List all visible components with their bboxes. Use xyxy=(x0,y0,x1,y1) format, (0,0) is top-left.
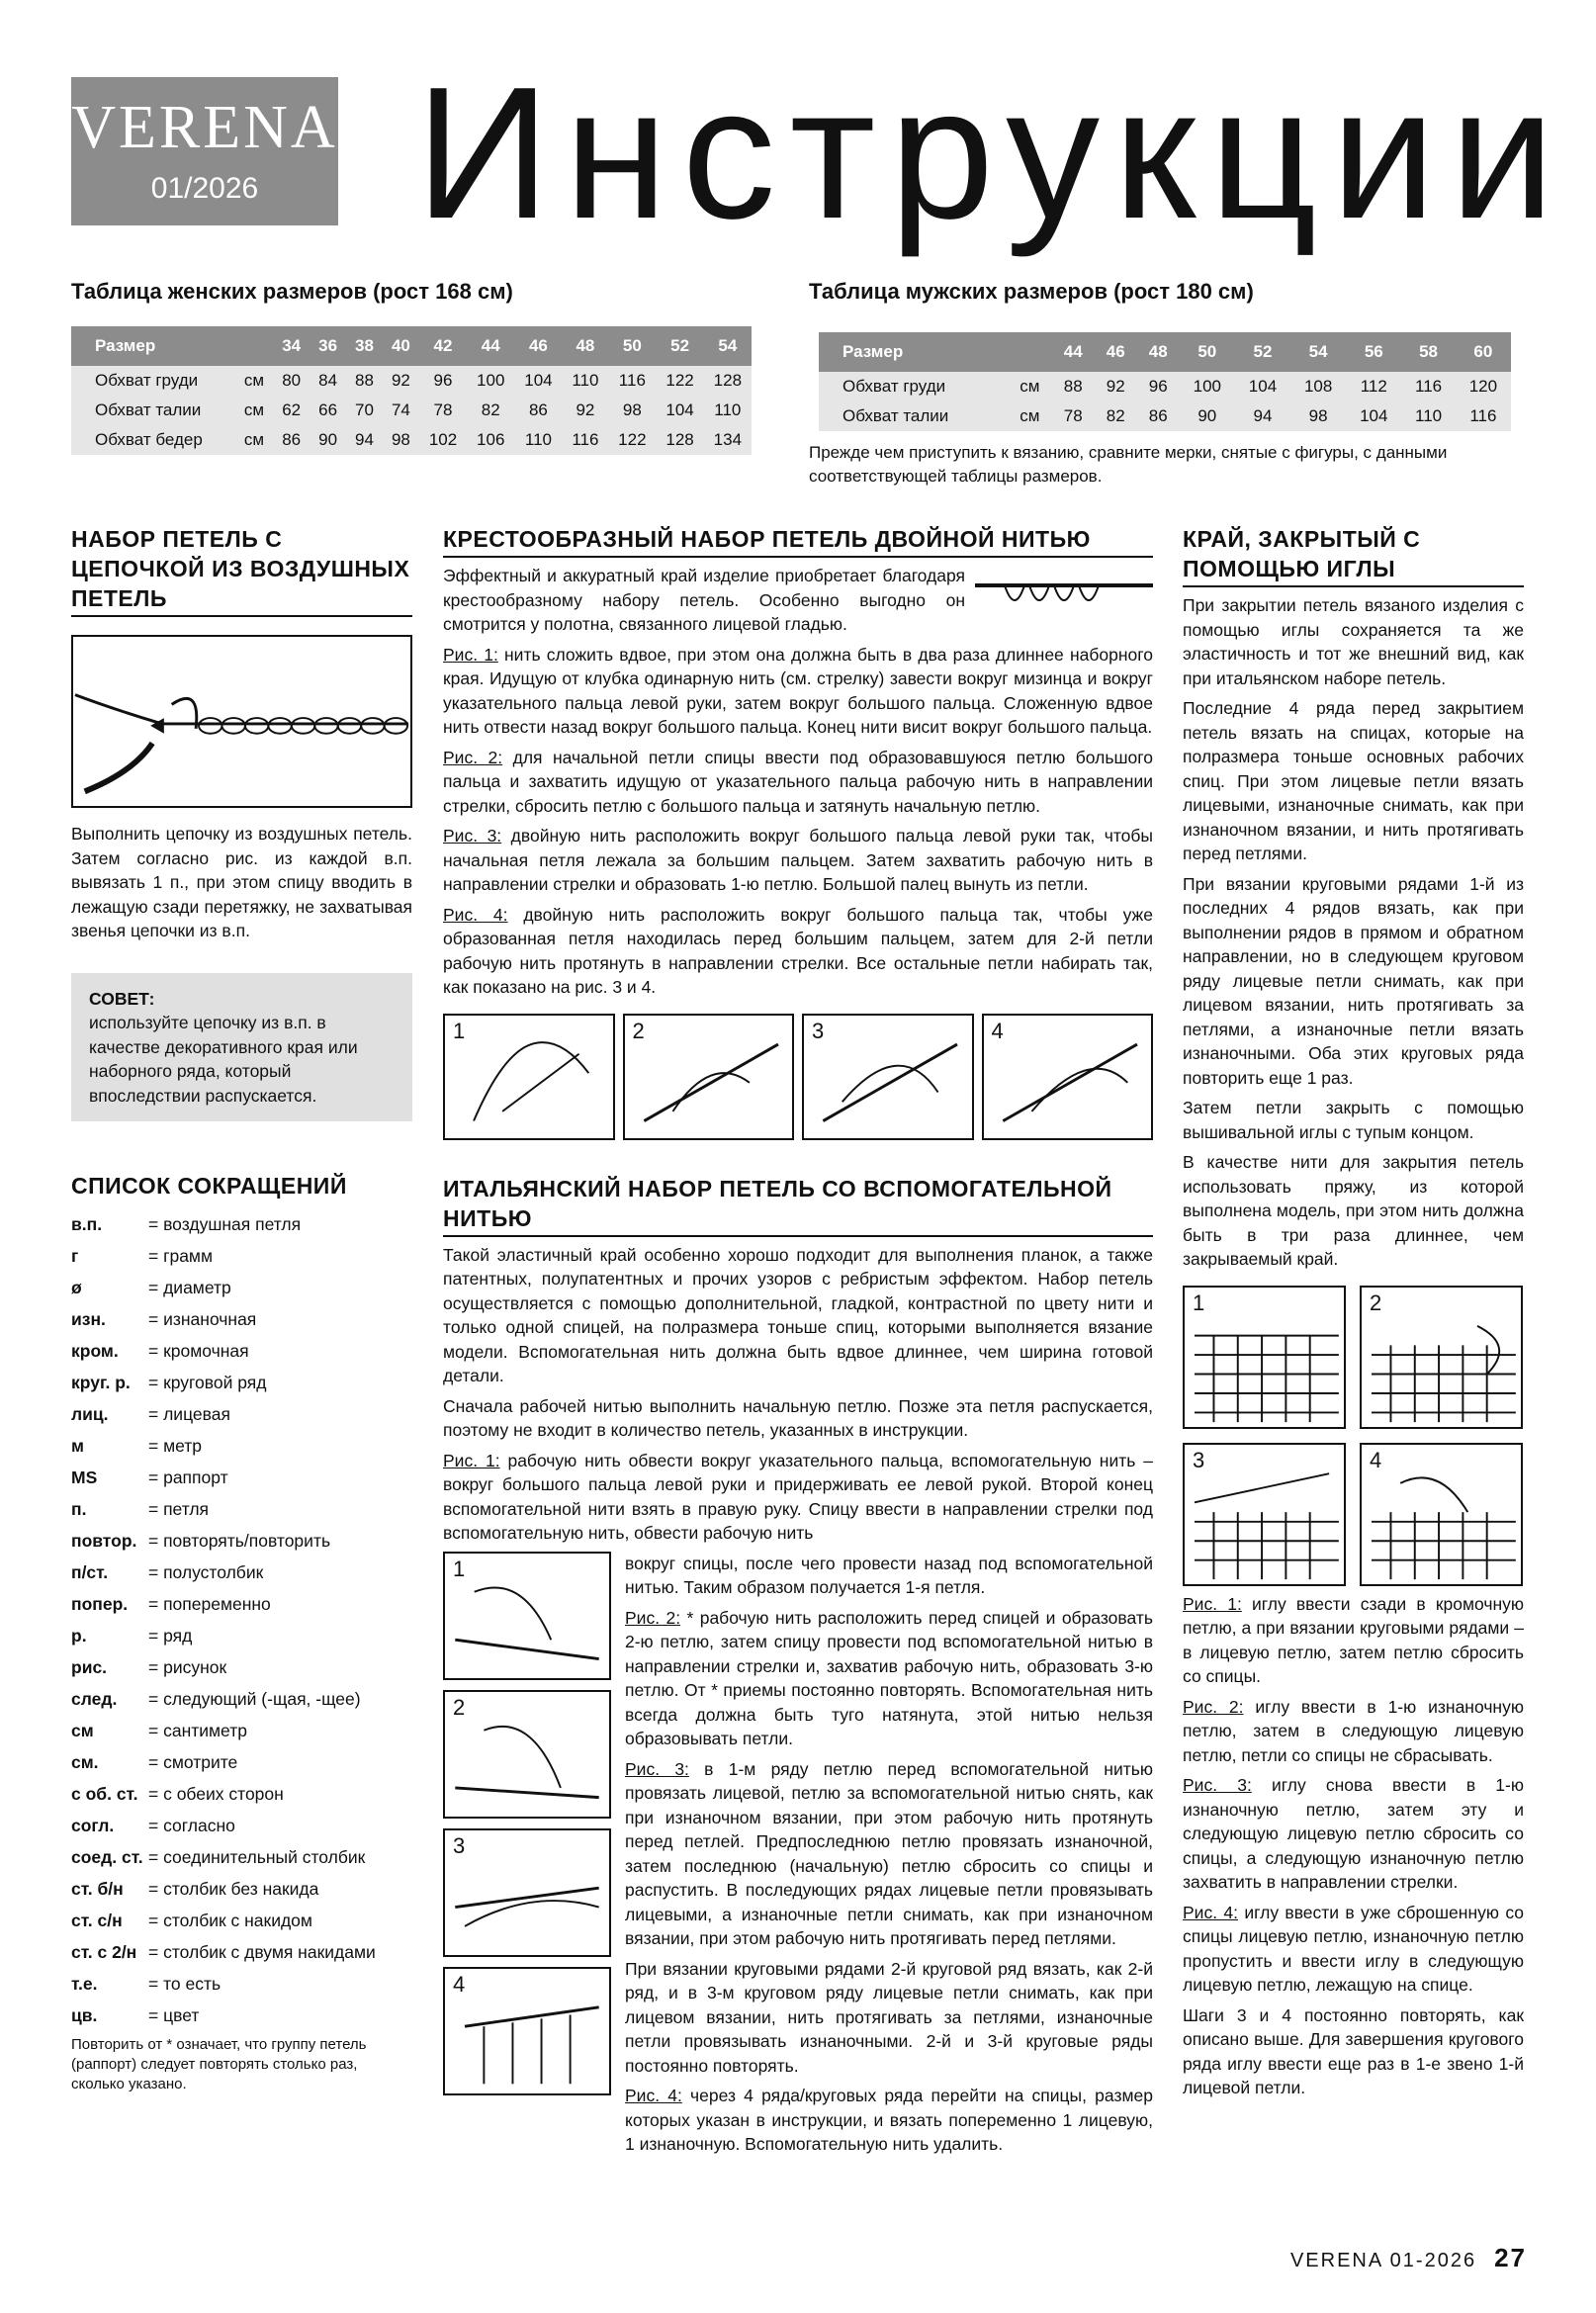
issue-number: 01/2026 xyxy=(150,172,259,205)
women-table-cell: 74 xyxy=(383,396,419,425)
abbr-value: = попеременно xyxy=(148,1594,271,1614)
women-table-cell: 78 xyxy=(419,396,467,425)
men-table-cell: 88 xyxy=(1052,372,1095,401)
women-table-cell: 116 xyxy=(563,425,609,455)
abbr-key: ст. б/н xyxy=(71,1879,124,1899)
women-table-cell: 96 xyxy=(419,366,467,396)
abbr-value: = соединительный столбик xyxy=(148,1847,366,1867)
women-table-cell: 86 xyxy=(514,396,562,425)
italian-step-3b: При вязании круговыми рядами 2-й круговой ряд вязать, как 2-й ряд, и в 3-м круговом ряду лицевые петли снимать, как при лицевом вязании, нить протягивать за петлями, изнаночные петли провязывать изнаночными. 2-й и 3-й круговые ряды постоянно повторять. xyxy=(625,1958,1153,2076)
men-table-cell: 104 xyxy=(1346,401,1401,431)
abbr-row xyxy=(71,1276,412,1299)
cross-step-2: Рис. 2: для начальной петли спицы ввести под образовавшуюся петлю большого пальца и захватить идущую от указательного пальца рабочую нить в направлении стрелки, сбросить петлю с большого пальца и затянуть начальную петлю. xyxy=(443,747,1153,816)
abbr-value: = ряд xyxy=(148,1626,193,1646)
brand-name: VERENA xyxy=(71,94,338,161)
bindoff-p5: В качестве нити для закрытия петель использовать пряжу, из которой выполнена модель, при этом нить должна быть в три раза длиннее, чем закрываемый край. xyxy=(1183,1152,1524,1269)
men-table-row-label: Обхват талии xyxy=(819,401,1008,431)
bindoff-figure-1: 1 xyxy=(1183,1286,1346,1429)
abbr-key: п/ст. xyxy=(71,1562,109,1582)
women-table-size-header: 52 xyxy=(656,326,703,366)
abbr-key: ст. с 2/н xyxy=(71,1942,137,1962)
abbr-value: = метр xyxy=(148,1436,203,1456)
abbr-row xyxy=(71,1592,412,1616)
abbr-row xyxy=(71,1560,412,1584)
men-table-cell: 110 xyxy=(1401,401,1455,431)
cross-figure-1: 1 xyxy=(443,1014,615,1140)
men-table-cell: 98 xyxy=(1290,401,1346,431)
abbr-value: = повторять/повторить xyxy=(148,1531,331,1551)
men-table-size-header: 54 xyxy=(1290,332,1346,372)
abbr-key: ст. с/н xyxy=(71,1911,123,1930)
men-table-cell: 78 xyxy=(1052,401,1095,431)
bindoff-figure-4: 4 xyxy=(1360,1443,1523,1586)
chain-stitch-icon xyxy=(73,637,410,806)
abbr-value: = цвет xyxy=(148,2005,200,2025)
abbr-key: след. xyxy=(71,1689,118,1709)
abbr-row xyxy=(71,1845,412,1869)
men-table-row xyxy=(819,401,1511,431)
women-table-cell: 110 xyxy=(563,366,609,396)
tip-text: используйте цепочку из в.п. в качестве декоративного края или наборного ряда, который впоследствии распускается. xyxy=(89,1013,358,1106)
men-table-size-header: 48 xyxy=(1137,332,1180,372)
abbr-value: = столбик с накидом xyxy=(148,1911,312,1930)
abbr-row xyxy=(71,1497,412,1521)
women-table-size-header: 40 xyxy=(383,326,419,366)
column-right xyxy=(1183,524,1524,2100)
italian-figures xyxy=(443,1552,611,2157)
abbr-key: р. xyxy=(71,1626,87,1646)
italian-step-3: Рис. 3: в 1-м ряду петлю перед вспомогательной нитью провязать лицевой, петлю за вспомогательной нитью снять, как при изнаночном вязании, при этом рабочую нить протянуть перед петлей. Предпоследнюю петлю провязать изнаночной, затем последнюю (начальную) петлю сбросить со спицы и распустить. В последующих рядах лицевые петли провязывать лицевыми, а изнаночные петли снимать, как при изнаночном вязании, при этом рабочую нить протягивать перед петлями. xyxy=(625,1758,1153,1948)
women-table-cell: 66 xyxy=(310,396,346,425)
women-table-size-header: 48 xyxy=(563,326,609,366)
bindoff-step-4: Рис. 4: иглу ввести в уже сброшенную со спицы лицевую петлю, изнаночную петлю пропустить и ввести иглу в следующую лицевую петлю, лежащую на спице. xyxy=(1183,1902,1524,1995)
italian-step-4: Рис. 4: через 4 ряда/круговых ряда перейти на спицы, размер которых указан в инструкции, и вязать попеременно 1 лицевую, 1 изнаночную. Вспомогательную нить удалить. xyxy=(625,2086,1153,2154)
women-table-row xyxy=(71,425,752,455)
abbr-key: цв. xyxy=(71,2005,98,2025)
abbr-row xyxy=(71,1719,412,1742)
bindoff-p4: Затем петли закрыть с помощью вышивальной иглы с тупым концом. xyxy=(1183,1098,1524,1142)
abbr-row xyxy=(71,1434,412,1458)
italian-step-1b: вокруг спицы, после чего провести назад под вспомогательной нитью. Таким образом получается 1-я петля. xyxy=(625,1553,1153,1597)
men-table-row xyxy=(819,372,1511,401)
bindoff-step-2: Рис. 2: иглу ввести в 1-ю изнаночную петлю, затем в следующую лицевую петлю, петли со спицы не сбрасывать. xyxy=(1183,1696,1524,1765)
abbr-value: = диаметр xyxy=(148,1278,231,1297)
men-table-row-unit: см xyxy=(1008,401,1052,431)
italian-step-2: Рис. 2: * рабочую нить расположить перед спицей и образовать 2-ю петлю, затем спицу провести под вспомогательной нитью в направлении стрелки и, захватив рабочую нить, образовать 3-ю петлю. От * приемы постоянно повторять. Вспомогательная нить всегда должна быть туго натянута, этой нитью нельзя образовывать петли. xyxy=(625,1607,1153,1748)
bindoff-figures xyxy=(1183,1286,1524,1586)
women-table-row xyxy=(71,366,752,396)
abbr-value: = кромочная xyxy=(148,1341,249,1361)
abbr-key: повтор. xyxy=(71,1531,137,1551)
men-table-size-header: 58 xyxy=(1401,332,1455,372)
bindoff-p3: При вязании круговыми рядами 1-й из последних 4 рядов вязать, как при выполнении рядов в прямом и обратном направлении, но в следующем круговом ряду лицевые петли снимать, как при лицевом вязании, нить протягивать за петлями, а изнаночные петли вязать изнаночными. Оба этих круговых ряда повторить еще 1 раз. xyxy=(1183,873,1524,1088)
abbr-row xyxy=(71,1244,412,1268)
abbr-key: лиц. xyxy=(71,1404,109,1424)
abbr-key: г xyxy=(71,1246,79,1266)
women-table-title: Таблица женских размеров (рост 168 см) xyxy=(71,279,513,304)
cross-figure-4: 4 xyxy=(982,1014,1154,1140)
needle-bindoff-heading: КРАЙ, ЗАКРЫТЫЙ С ПОМОЩЬЮ ИГЛЫ xyxy=(1183,524,1524,587)
abbr-key: в.п. xyxy=(71,1214,103,1234)
men-table-cell: 86 xyxy=(1137,401,1180,431)
bindoff-step-1: Рис. 1: иглу ввести сзади в кромочную петлю, а при вязании круговыми рядами – в лицевую петлю, затем петлю сбросить со спицы. xyxy=(1183,1593,1524,1686)
men-table-header-label: Размер xyxy=(819,332,1052,372)
abbr-row xyxy=(71,1624,412,1647)
cross-step-1: Рис. 1: нить сложить вдвое, при этом она должна быть в два раза длиннее наборного края. Идущую от клубка одинарную нить (см. стрелку) завести вокруг мизинца и вокруг указательного пальца левой руки, затем вокруг большого пальца. Сложенную вдвое нить отвести назад вокруг большого пальца. Конец нити висит вокруг большого пальца. xyxy=(443,644,1153,737)
abbr-value: = следующий (-щая, -щее) xyxy=(148,1689,361,1709)
italian-step-1: Рис. 1: рабочую нить обвести вокруг указательного пальца, вспомогательную нить – вокруг большого пальца левой руки и придерживать ее левой рукой. Второй конец вспомогательной нити взять в правую руку. Спицу ввести в направлении стрелки под вспомогательную нить, обвести рабочую нить xyxy=(443,1450,1153,1543)
abbr-row xyxy=(71,1909,412,1932)
women-table-cell: 110 xyxy=(704,396,752,425)
women-table-row-label: Обхват бедер xyxy=(71,425,235,455)
women-table-cell: 70 xyxy=(346,396,383,425)
abbr-row xyxy=(71,1877,412,1901)
abbr-row xyxy=(71,1940,412,1964)
women-table-cell: 116 xyxy=(608,366,656,396)
abbr-key: круг. р. xyxy=(71,1373,131,1392)
abbr-row xyxy=(71,2003,412,2027)
women-table-cell: 92 xyxy=(383,366,419,396)
abbr-value: = изнаночная xyxy=(148,1309,257,1329)
abbr-key: ø xyxy=(71,1278,82,1297)
women-table-row xyxy=(71,396,752,425)
abbr-row xyxy=(71,1529,412,1553)
cross-caston-intro: Эффектный и аккуратный край изделие приобретает благодаря крестообразному набору петель. Особенно выгодно он смотрится у полотна, связанного лицевой гладью. xyxy=(443,566,965,634)
men-table-size-header: 50 xyxy=(1180,332,1235,372)
cross-figure-3: 3 xyxy=(802,1014,974,1140)
abbr-row xyxy=(71,1371,412,1394)
abbr-key: изн. xyxy=(71,1309,106,1329)
abbr-value: = столбик с двумя накидами xyxy=(148,1942,376,1962)
abbr-value: = круговой ряд xyxy=(148,1373,267,1392)
abbr-key: попер. xyxy=(71,1594,129,1614)
abbr-row xyxy=(71,1814,412,1837)
men-table-cell: 94 xyxy=(1235,401,1290,431)
abbr-row xyxy=(71,1402,412,1426)
women-table-size-header: 54 xyxy=(704,326,752,366)
italian-intro-2: Сначала рабочей нитью выполнить начальную петлю. Позже эта петля распускается, поэтому не входит в количество петель, указанных в инструкции. xyxy=(443,1395,1153,1440)
page-footer xyxy=(1290,2243,1527,2273)
women-table-cell: 86 xyxy=(273,425,310,455)
abbr-value: = смотрите xyxy=(148,1752,238,1772)
italian-figure-4: 4 xyxy=(443,1967,611,2095)
abbr-value: = раппорт xyxy=(148,1468,228,1487)
cross-figures xyxy=(443,1014,1153,1140)
women-table-cell: 102 xyxy=(419,425,467,455)
men-table-cell: 92 xyxy=(1095,372,1137,401)
abbr-value: = петля xyxy=(148,1499,210,1519)
women-table-cell: 110 xyxy=(514,425,562,455)
women-table-size-header: 46 xyxy=(514,326,562,366)
abbr-key: см xyxy=(71,1721,94,1740)
abbr-value: = полустолбик xyxy=(148,1562,264,1582)
men-size-table xyxy=(819,332,1511,431)
women-table-row-label: Обхват груди xyxy=(71,366,235,396)
abbr-value: = рисунок xyxy=(148,1657,227,1677)
women-table-cell: 122 xyxy=(656,366,703,396)
women-table-cell: 128 xyxy=(656,425,703,455)
women-table-cell: 98 xyxy=(383,425,419,455)
women-size-table xyxy=(71,326,752,455)
abbr-value: = столбик без накида xyxy=(148,1879,319,1899)
women-table-cell: 98 xyxy=(608,396,656,425)
abbr-key: с об. ст. xyxy=(71,1784,138,1804)
men-table-cell: 116 xyxy=(1401,372,1455,401)
women-table-size-header: 38 xyxy=(346,326,383,366)
women-table-size-header: 36 xyxy=(310,326,346,366)
page-title: Инструкции xyxy=(415,48,1569,258)
abbr-row xyxy=(71,1750,412,1774)
men-table-title: Таблица мужских размеров (рост 180 см) xyxy=(809,279,1254,304)
abbr-value: = воздушная петля xyxy=(148,1214,302,1234)
tip-label: СОВЕТ: xyxy=(89,988,155,1009)
women-table-cell: 84 xyxy=(310,366,346,396)
women-table-cell: 92 xyxy=(563,396,609,425)
men-table-cell: 96 xyxy=(1137,372,1180,401)
magazine-logo xyxy=(71,77,338,225)
men-table-cell: 90 xyxy=(1180,401,1235,431)
women-table-cell: 134 xyxy=(704,425,752,455)
abbr-value: = грамм xyxy=(148,1246,213,1266)
women-table-cell: 100 xyxy=(467,366,514,396)
women-table-cell: 104 xyxy=(656,396,703,425)
women-table-cell: 90 xyxy=(310,425,346,455)
abbr-key: кром. xyxy=(71,1341,119,1361)
abbr-row xyxy=(71,1307,412,1331)
italian-intro: Такой эластичный край особенно хорошо подходит для выполнения планок, а также патентных, полупатентных и прочих узоров с ребристым эффектом. Набор петель осуществляется с помощью дополнительной, гладкой, контрастной по цвету нити и только одной спицей, на полразмера тоньше спиц, которыми выполняется вязание модели. Вспомогательная нить должна быть вдвое длиннее, чем ширина готовой детали. xyxy=(443,1244,1153,1385)
men-table-cell: 100 xyxy=(1180,372,1235,401)
column-middle xyxy=(443,524,1153,2157)
italian-figure-2: 2 xyxy=(443,1690,611,1819)
cross-caston-small-icon xyxy=(975,564,1153,633)
abbr-value: = согласно xyxy=(148,1816,235,1835)
women-table-cell: 82 xyxy=(467,396,514,425)
men-table-size-header: 56 xyxy=(1346,332,1401,372)
women-table-cell: 80 xyxy=(273,366,310,396)
men-table-cell: 82 xyxy=(1095,401,1137,431)
bindoff-p6: Шаги 3 и 4 постоянно повторять, как описано выше. Для завершения кругового ряда иглу ввести еще раз в 1-е звено 1-й лицевой петли. xyxy=(1183,2004,1524,2097)
abbr-value: = то есть xyxy=(148,1974,222,1994)
repeat-note: Повторить от * означает, что группу петель (раппорт) следует повторять столько раз, сколько указано. xyxy=(71,2036,367,2092)
chain-caston-heading: НАБОР ПЕТЕЛЬ С ЦЕПОЧКОЙ ИЗ ВОЗДУШНЫХ ПЕТЕЛЬ xyxy=(71,524,412,617)
women-table-cell: 106 xyxy=(467,425,514,455)
abbr-row xyxy=(71,1212,412,1236)
abbr-key: т.е. xyxy=(71,1974,98,1994)
men-table-size-header: 46 xyxy=(1095,332,1137,372)
women-table-cell: 128 xyxy=(704,366,752,396)
abbr-key: согл. xyxy=(71,1816,115,1835)
women-table-cell: 122 xyxy=(608,425,656,455)
abbr-heading: СПИСОК СОКРАЩЕНИЙ xyxy=(71,1173,347,1199)
abbr-row xyxy=(71,1782,412,1806)
page-number: 27 xyxy=(1494,2243,1527,2272)
abbr-key: м xyxy=(71,1436,84,1456)
cross-step-3: Рис. 3: двойную нить расположить вокруг большого пальца левой руки так, чтобы начальная петля лежала за большим пальцем. Затем захватить рабочую нить в направлении стрелки и образовать 1-ю петлю. Большой палец вынуть из петли. xyxy=(443,826,1153,894)
men-table-size-header: 60 xyxy=(1456,332,1511,372)
abbreviation-list xyxy=(71,1212,412,2027)
abbr-row xyxy=(71,1655,412,1679)
women-table-cell: 104 xyxy=(514,366,562,396)
abbr-key: рис. xyxy=(71,1657,108,1677)
bindoff-figure-3: 3 xyxy=(1183,1443,1346,1586)
men-table-size-header: 44 xyxy=(1052,332,1095,372)
men-table-size-header: 52 xyxy=(1235,332,1290,372)
abbr-row xyxy=(71,1466,412,1489)
abbr-key: MS xyxy=(71,1468,98,1487)
bindoff-step-3: Рис. 3: иглу снова ввести в 1-ю изнаночную петлю, затем эту и следующую лицевую петлю сбросить со спицы, а следующую изнаночную петлю захватить в направлении стрелки. xyxy=(1183,1775,1524,1892)
italian-figure-3: 3 xyxy=(443,1828,611,1957)
chain-caston-illustration xyxy=(71,635,412,808)
abbr-row xyxy=(71,1339,412,1363)
men-table-cell: 112 xyxy=(1346,372,1401,401)
men-table-cell: 104 xyxy=(1235,372,1290,401)
abbr-row xyxy=(71,1972,412,1996)
women-table-cell: 88 xyxy=(346,366,383,396)
abbr-row xyxy=(71,1687,412,1711)
women-table-size-header: 50 xyxy=(608,326,656,366)
abbr-key: соед. ст. xyxy=(71,1847,143,1867)
abbr-key: см. xyxy=(71,1752,99,1772)
cross-step-4: Рис. 4: двойную нить расположить вокруг большого пальца так, чтобы уже образованная петля находилась перед большим пальцем, затем для 2-й петли рабочую нить протянуть в направлении стрелки. Все остальные петли набирать так, как показано на рис. 3 и 4. xyxy=(443,904,1153,997)
cross-caston-heading: КРЕСТООБРАЗНЫЙ НАБОР ПЕТЕЛЬ ДВОЙНОЙ НИТЬЮ xyxy=(443,524,1153,558)
column-left xyxy=(71,524,412,2094)
abbr-key: п. xyxy=(71,1499,87,1519)
abbr-value: = сантиметр xyxy=(148,1721,247,1740)
women-table-row-unit: см xyxy=(235,425,273,455)
size-table-note: Прежде чем приступить к вязанию, сравните мерки, снятые с фигуры, с данными соответствующей таблицы размеров. xyxy=(809,443,1448,486)
bindoff-figure-2: 2 xyxy=(1360,1286,1523,1429)
chain-caston-text: Выполнить цепочку из воздушных петель. Затем согласно рис. из каждой в.п. вывязать 1 п., при этом спицу вводить в лежащую сзади перетяжку, не захватывая звенья цепочки из в.п. xyxy=(71,824,412,940)
bindoff-p2: Последние 4 ряда перед закрытием петель вязать на спицах, которые на полразмера тоньше основных рабочих спиц. При этом лицевые петли вязать лицевыми, изнаночные снимать, как при изнаночном вязании, и нить протягивать перед петлями. xyxy=(1183,698,1524,863)
bindoff-p1: При закрытии петель вязаного изделия с помощью иглы сохраняется та же эластичность и тот же внешний вид, как при итальянском наборе петель. xyxy=(1183,595,1524,688)
men-table-cell: 120 xyxy=(1456,372,1511,401)
women-table-size-header: 44 xyxy=(467,326,514,366)
women-table-cell: 62 xyxy=(273,396,310,425)
women-table-row-unit: см xyxy=(235,366,273,396)
italian-figure-1: 1 xyxy=(443,1552,611,1680)
women-table-row-unit: см xyxy=(235,396,273,425)
abbr-value: = с обеих сторон xyxy=(148,1784,284,1804)
women-table-header-label: Размер xyxy=(71,326,273,366)
women-table-size-header: 34 xyxy=(273,326,310,366)
men-table-row-label: Обхват груди xyxy=(819,372,1008,401)
women-table-row-label: Обхват талии xyxy=(71,396,235,425)
women-table-cell: 94 xyxy=(346,425,383,455)
cross-figure-2: 2 xyxy=(623,1014,795,1140)
italian-caston-heading: ИТАЛЬЯНСКИЙ НАБОР ПЕТЕЛЬ СО ВСПОМОГАТЕЛЬНОЙ НИТЬЮ xyxy=(443,1174,1153,1237)
men-table-cell: 108 xyxy=(1290,372,1346,401)
men-table-row-unit: см xyxy=(1008,372,1052,401)
men-table-cell: 116 xyxy=(1456,401,1511,431)
abbr-value: = лицевая xyxy=(148,1404,230,1424)
tip-box xyxy=(71,973,412,1122)
women-table-size-header: 42 xyxy=(419,326,467,366)
footer-brand: VERENA 01-2026 xyxy=(1289,2250,1477,2271)
